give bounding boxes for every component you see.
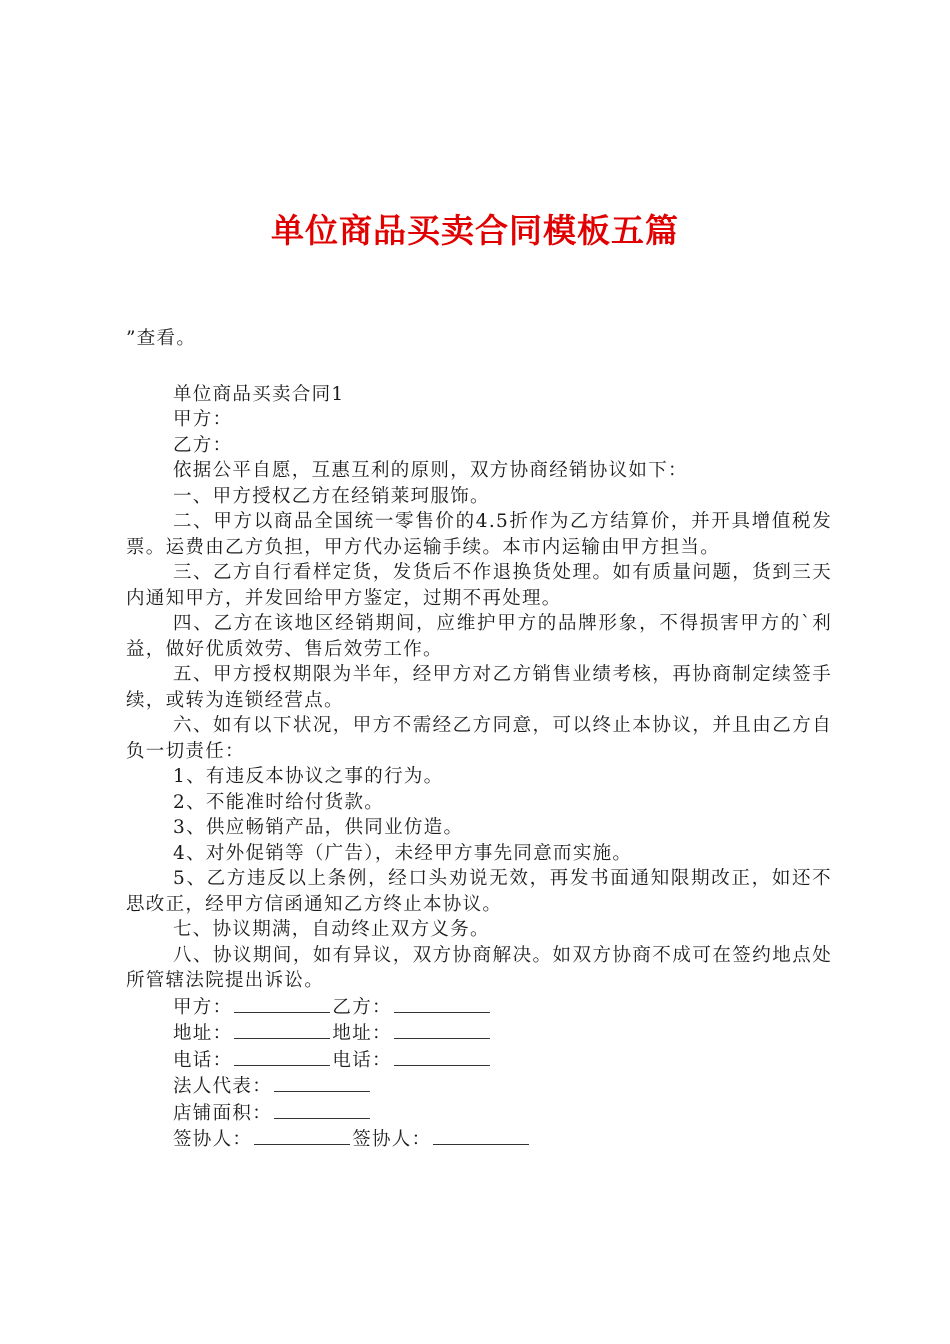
address-label-a: 地址： bbox=[173, 1023, 233, 1044]
phone-a-blank bbox=[234, 1047, 330, 1066]
clause-7: 七、协议期满，自动终止双方义务。 bbox=[173, 919, 490, 940]
party-a-blank bbox=[234, 994, 330, 1013]
party-a-label: 甲方： bbox=[173, 996, 233, 1018]
party-b-blank bbox=[394, 994, 490, 1013]
address-label-b: 地址： bbox=[332, 1023, 392, 1044]
clause-2: 二、甲方以商品全国统一零售价的4.5折作为乙方结算价，并开具增值税发票。运费由乙方负担，甲方代办运输手续。本市内运输由甲方担当。 bbox=[126, 511, 832, 558]
sub-item-1: 1、有违反本协议之事的行为。 bbox=[173, 766, 444, 787]
phone-b-blank bbox=[394, 1047, 490, 1066]
address-a-blank bbox=[234, 1020, 330, 1039]
clause-3: 三、乙方自行看样定货，发货后不作退换货处理。如有质量问题，货到三天内通知甲方，并发回给甲方鉴定，过期不再处理。 bbox=[126, 562, 832, 609]
party-b-line: 乙方： bbox=[173, 434, 233, 456]
phone-label-a: 电话： bbox=[173, 1049, 233, 1071]
clause-8: 八、协议期间，如有异议，双方协商解决。如双方协商不成可在签约地点处所管辖法院提出诉讼。 bbox=[126, 944, 832, 991]
preamble: 依据公平自愿，互惠互利的原则，双方协商经销协议如下： bbox=[173, 460, 688, 481]
signature-row-parties bbox=[126, 994, 832, 1021]
signer-label-b: 签协人： bbox=[352, 1129, 432, 1150]
clause-5: 五、甲方授权期限为半年，经甲方对乙方销售业绩考核，再协商制定续签手续，或转为连锁经营点。 bbox=[126, 664, 832, 711]
signature-row-signers bbox=[126, 1126, 832, 1153]
signature-row-address bbox=[126, 1020, 832, 1047]
document-body bbox=[126, 326, 832, 1153]
legal-rep-label: 法人代表： bbox=[173, 1076, 273, 1097]
signer-b-blank bbox=[433, 1126, 529, 1145]
legal-rep-blank bbox=[274, 1073, 370, 1092]
clause-4: 四、乙方在该地区经销期间，应维护甲方的品牌形象，不得损害甲方的`利益，做好优质效劳、售后效劳工作。 bbox=[126, 613, 832, 660]
document-title: 单位商品买卖合同模板五篇 bbox=[271, 211, 679, 250]
contract-heading: 单位商品买卖合同1 bbox=[173, 383, 345, 405]
store-area-label: 店铺面积： bbox=[173, 1102, 273, 1124]
signature-row-phone bbox=[126, 1047, 832, 1074]
store-area-blank bbox=[274, 1100, 370, 1119]
clause-1: 一、甲方授权乙方在经销莱珂服饰。 bbox=[173, 485, 490, 507]
party-b-label: 乙方： bbox=[332, 996, 392, 1018]
signer-label-a: 签协人： bbox=[173, 1129, 253, 1150]
signature-row-legal-rep bbox=[126, 1073, 832, 1100]
intro-text: ”查看。 bbox=[126, 328, 197, 349]
clause-6: 六、如有以下状况，甲方不需经乙方同意，可以终止本协议，并且由乙方自负一切责任： bbox=[126, 715, 832, 762]
address-b-blank bbox=[394, 1020, 490, 1039]
party-a-line: 甲方： bbox=[173, 409, 233, 430]
sub-item-3: 3、供应畅销产品，供同业仿造。 bbox=[173, 817, 464, 838]
sub-item-2: 2、不能准时给付货款。 bbox=[173, 791, 385, 813]
signer-a-blank bbox=[254, 1126, 350, 1145]
phone-label-b: 电话： bbox=[332, 1049, 392, 1071]
signature-row-store-area bbox=[126, 1100, 832, 1127]
sub-item-5: 5、乙方违反以上条例，经口头劝说无效，再发书面通知限期改正，如还不思改正，经甲方信函通知乙方终止本协议。 bbox=[126, 868, 832, 915]
sub-item-4: 4、对外促销等（广告），未经甲方事先同意而实施。 bbox=[173, 842, 633, 864]
